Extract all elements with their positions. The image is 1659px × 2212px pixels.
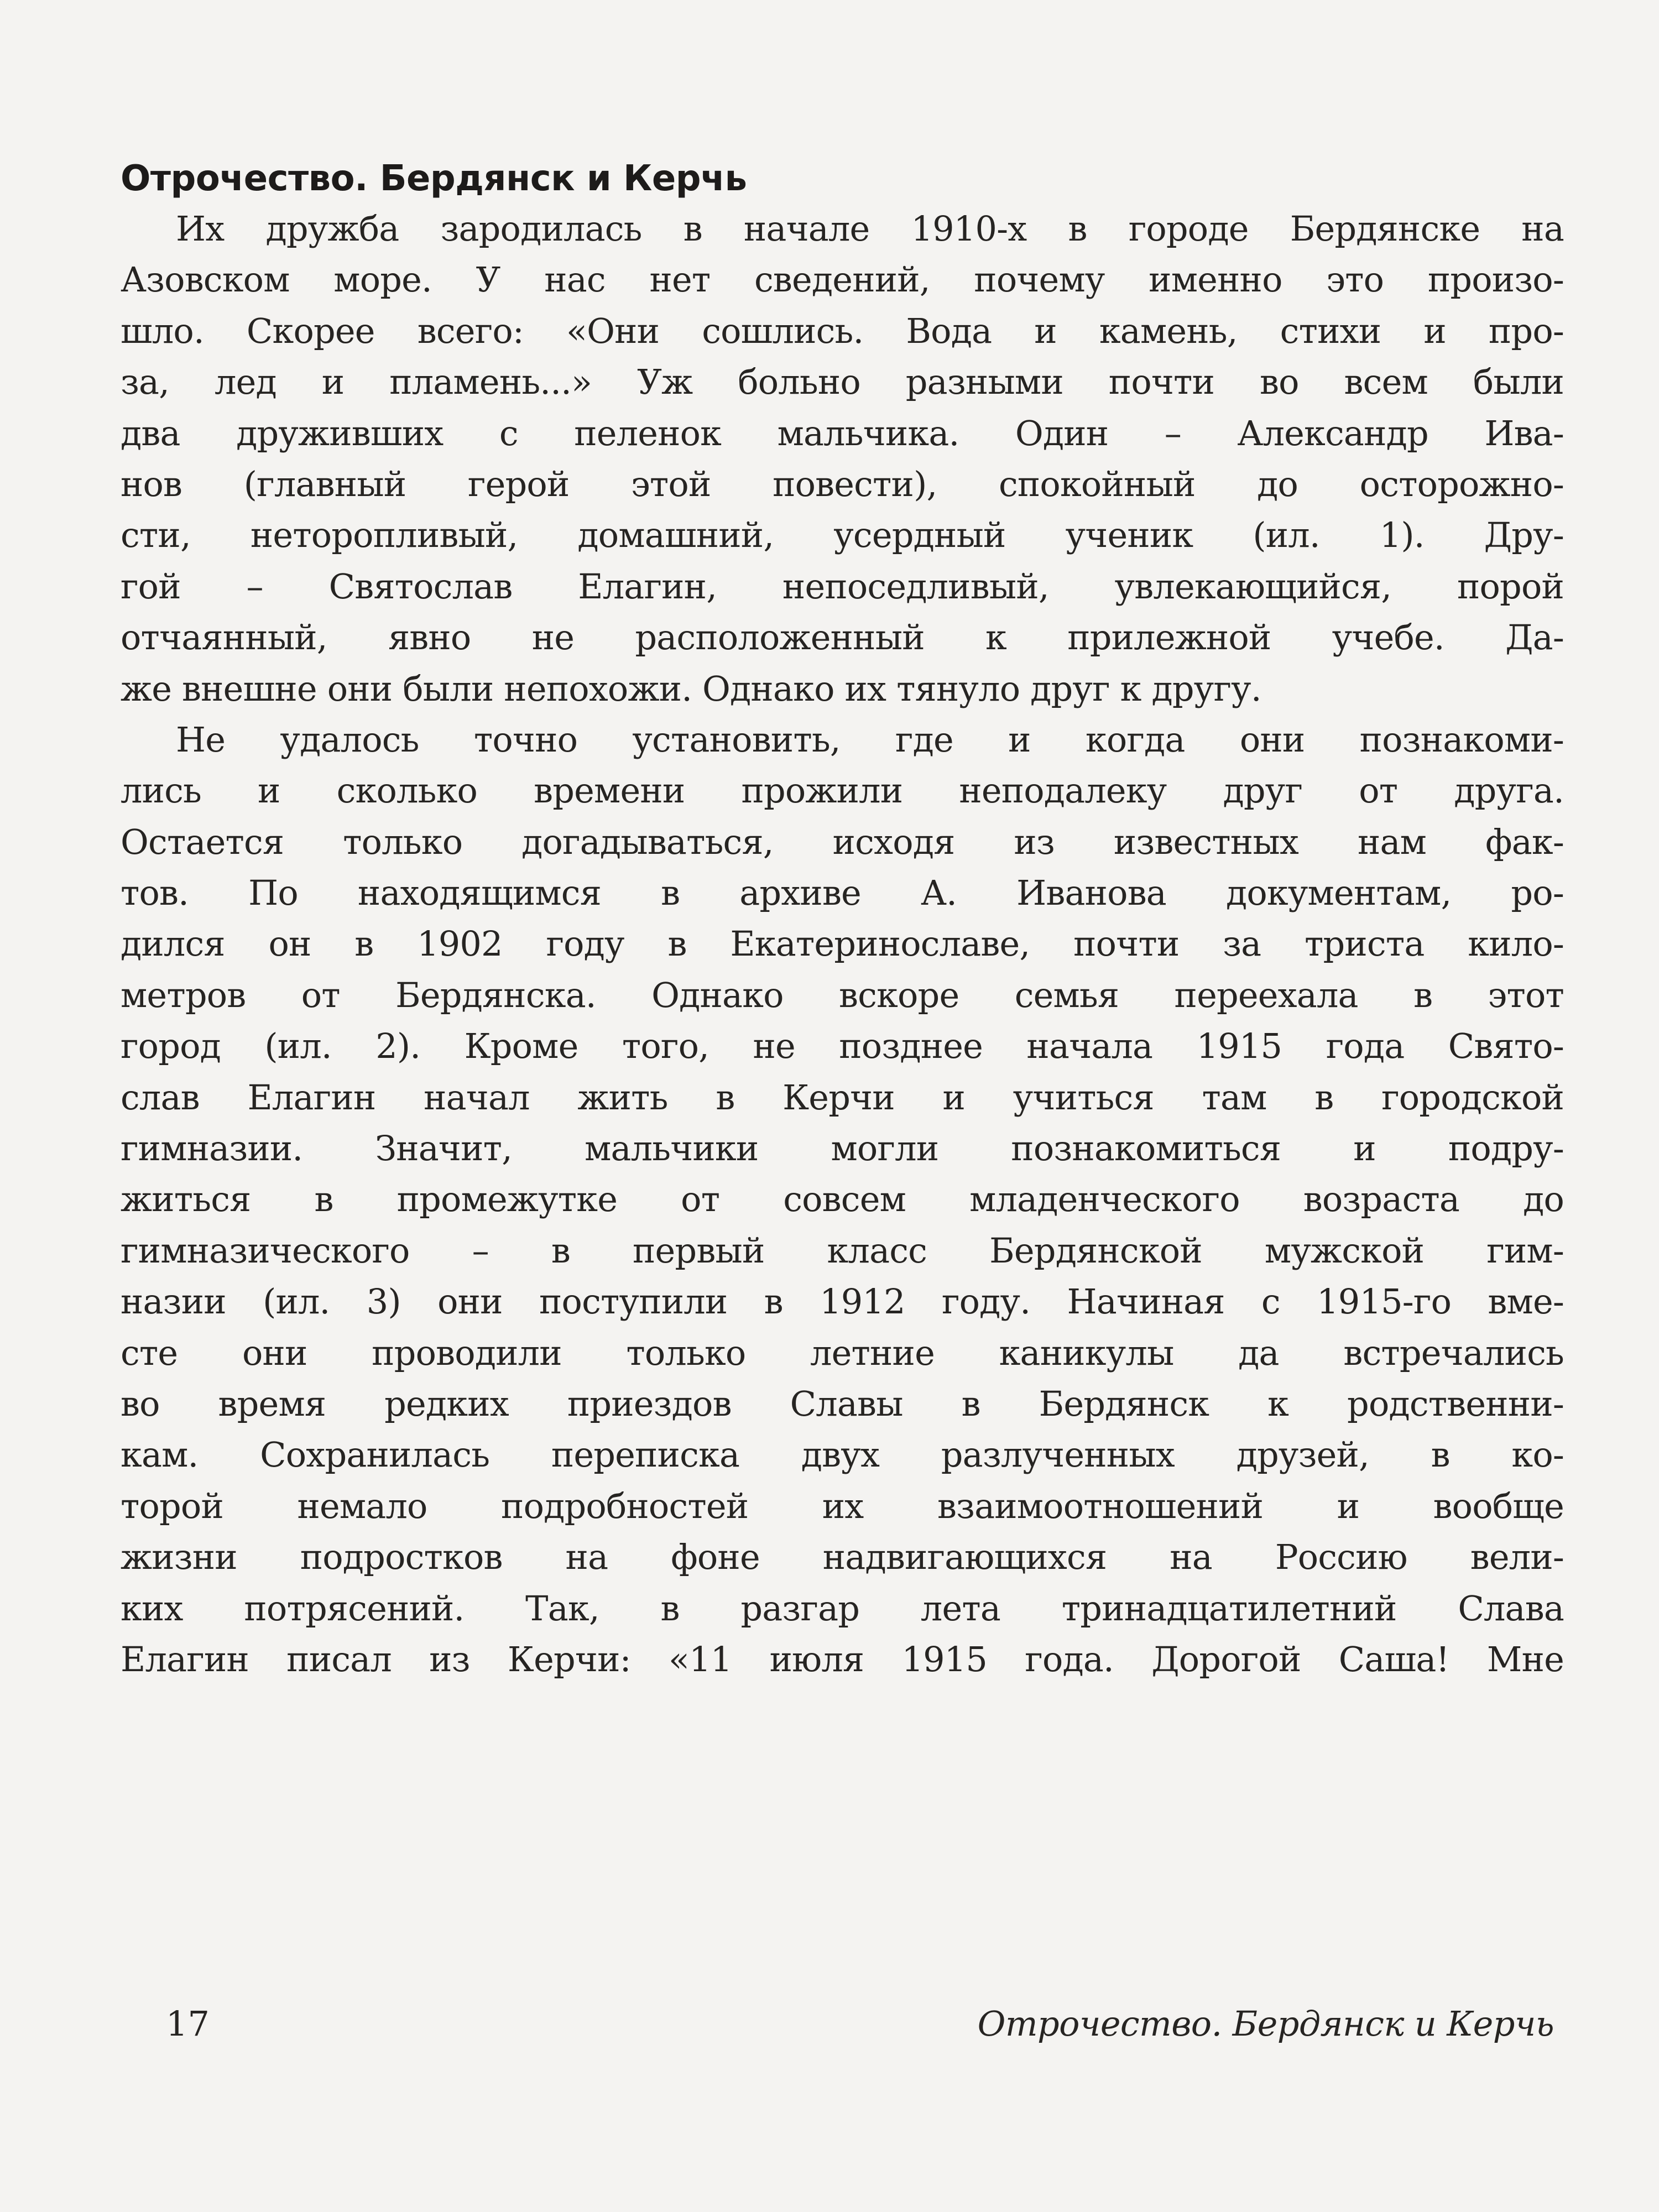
- text-line: отчаянный, явно не расположенный к прилежной учебе. Да-: [121, 617, 1564, 658]
- text-line: гимназии. Значит, мальчики могли познакомиться и подру-: [121, 1128, 1564, 1169]
- body-text: [121, 204, 1564, 1685]
- text-line: два друживших с пеленок мальчика. Один – Александр Ива-: [121, 413, 1564, 453]
- running-head: Отрочество. Бердянск и Керчь: [977, 2004, 1554, 2044]
- section-heading: Отрочество. Бердянск и Керчь: [121, 158, 747, 199]
- text-line: жизни подростков на фоне надвигающихся на Россию вели-: [121, 1537, 1564, 1578]
- page-footer: [166, 1997, 1554, 2051]
- text-line: слав Елагин начал жить в Керчи и учиться там в городской: [121, 1077, 1564, 1118]
- text-line: Не удалось точно установить, где и когда они познакоми-: [176, 719, 1564, 760]
- page-number: 17: [166, 2004, 210, 2044]
- text-line: назии (ил. 3) они поступили в 1912 году. Начиная с 1915-го вме-: [121, 1281, 1564, 1322]
- text-line: нов (главный герой этой повести), спокойный до осторожно-: [121, 463, 1564, 504]
- text-line: кам. Сохранилась переписка двух разлученных друзей, в ко-: [121, 1434, 1564, 1475]
- text-line: торой немало подробностей их взаимоотношений и вообще: [121, 1485, 1564, 1526]
- text-line: ких потрясений. Так, в разгар лета тринадцатилетний Слава: [121, 1588, 1564, 1629]
- text-line: Их дружба зародилась в начале 1910-х в городе Бердянске на: [176, 208, 1564, 249]
- text-line: гой – Святослав Елагин, непоседливый, увлекающийся, порой: [121, 566, 1564, 607]
- text-line: сте они проводили только летние каникулы да встречались: [121, 1332, 1564, 1373]
- text-line: за, лед и пламень...» Уж больно разными почти во всем были: [121, 362, 1564, 403]
- text-line: лись и сколько времени прожили неподалеку друг от друга.: [121, 770, 1564, 811]
- text-line: Остается только догадываться, исходя из известных нам фак-: [121, 821, 1564, 862]
- text-line: дился он в 1902 году в Екатеринославе, почти за триста кило-: [121, 924, 1564, 964]
- text-line: город (ил. 2). Кроме того, не позднее начала 1915 года Свято-: [121, 1026, 1564, 1067]
- text-line: Елагин писал из Керчи: «11 июля 1915 года. Дорогой Саша! Мне: [121, 1639, 1564, 1679]
- text-line: же внешне они были непохожи. Однако их тянуло друг к другу.: [121, 668, 1261, 709]
- text-line: во время редких приездов Славы в Бердянск к родственни-: [121, 1383, 1564, 1424]
- text-line: житься в промежутке от совсем младенческого возраста до: [121, 1179, 1564, 1220]
- text-line: метров от Бердянска. Однако вскоре семья переехала в этот: [121, 974, 1564, 1015]
- text-line: гимназического – в первый класс Бердянской мужской гим-: [121, 1230, 1564, 1271]
- text-line: сти, неторопливый, домашний, усердный ученик (ил. 1). Дру-: [121, 515, 1564, 556]
- text-line: тов. По находящимся в архиве А. Иванова документам, ро-: [121, 873, 1564, 914]
- text-line: шло. Скорее всего: «Они сошлись. Вода и камень, стихи и про-: [121, 310, 1564, 351]
- text-line: Азовском море. У нас нет сведений, почему именно это произо-: [121, 259, 1564, 300]
